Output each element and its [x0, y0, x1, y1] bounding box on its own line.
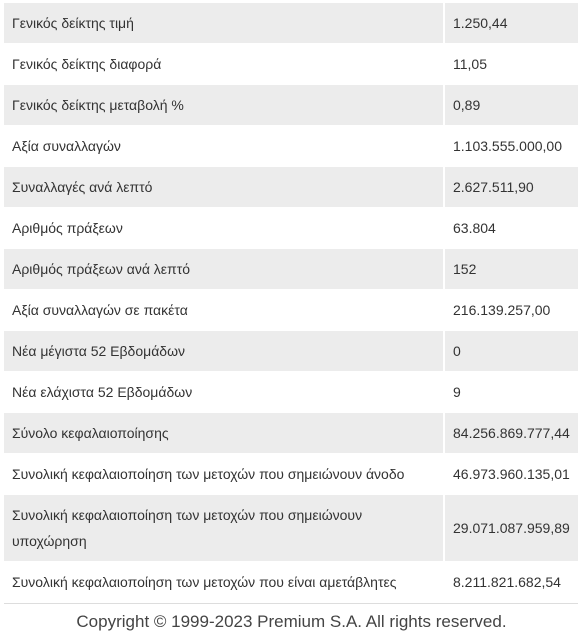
row-label: Συνολική κεφαλαιοποίηση των μετοχών που σημειώνουν υποχώρηση — [4, 495, 444, 562]
row-value: 1.250,44 — [444, 3, 578, 44]
row-label: Αξία συναλλαγών σε πακέτα — [4, 290, 444, 331]
table-row — [4, 85, 578, 126]
row-value: 8.211.821.682,54 — [444, 562, 578, 603]
row-value: 9 — [444, 372, 578, 413]
row-label: Συνολική κεφαλαιοποίηση των μετοχών που σημειώνουν άνοδο — [4, 454, 444, 495]
copyright-footer: Copyright © 1999-2023 Premium S.A. All rights reserved. — [76, 612, 507, 631]
table-row — [4, 413, 578, 454]
table-row — [4, 562, 578, 603]
table-row — [4, 372, 578, 413]
row-label: Γενικός δείκτης μεταβολή % — [4, 85, 444, 126]
row-label: Νέα ελάχιστα 52 Εβδομάδων — [4, 372, 444, 413]
row-label: Συναλλαγές ανά λεπτό — [4, 167, 444, 208]
row-label: Αξία συναλλαγών — [4, 126, 444, 167]
market-stats-table-container — [4, 3, 578, 604]
row-label: Γενικός δείκτης διαφορά — [4, 44, 444, 85]
row-value: 0 — [444, 331, 578, 372]
row-label: Γενικός δείκτης τιμή — [4, 3, 444, 44]
row-label: Συνολική κεφαλαιοποίηση των μετοχών που είναι αμετάβλητες — [4, 562, 444, 603]
table-row — [4, 44, 578, 85]
row-label: Σύνολο κεφαλαιοποίησης — [4, 413, 444, 454]
row-value: 11,05 — [444, 44, 578, 85]
row-value: 84.256.869.777,44 — [444, 413, 578, 454]
row-value: 29.071.087.959,89 — [444, 495, 578, 562]
row-value: 63.804 — [444, 208, 578, 249]
table-row — [4, 290, 578, 331]
row-label: Νέα μέγιστα 52 Εβδομάδων — [4, 331, 444, 372]
table-row — [4, 454, 578, 495]
row-value: 216.139.257,00 — [444, 290, 578, 331]
table-row — [4, 3, 578, 44]
row-label: Αριθμός πράξεων — [4, 208, 444, 249]
table-row — [4, 126, 578, 167]
row-value: 152 — [444, 249, 578, 290]
row-label: Αριθμός πράξεων ανά λεπτό — [4, 249, 444, 290]
row-value: 0,89 — [444, 85, 578, 126]
row-value: 1.103.555.000,00 — [444, 126, 578, 167]
table-row — [4, 167, 578, 208]
table-row — [4, 331, 578, 372]
row-value: 2.627.511,90 — [444, 167, 578, 208]
row-value: 46.973.960.135,01 — [444, 454, 578, 495]
table-row — [4, 208, 578, 249]
table-row — [4, 249, 578, 290]
market-stats-table — [4, 3, 578, 603]
table-row — [4, 495, 578, 562]
